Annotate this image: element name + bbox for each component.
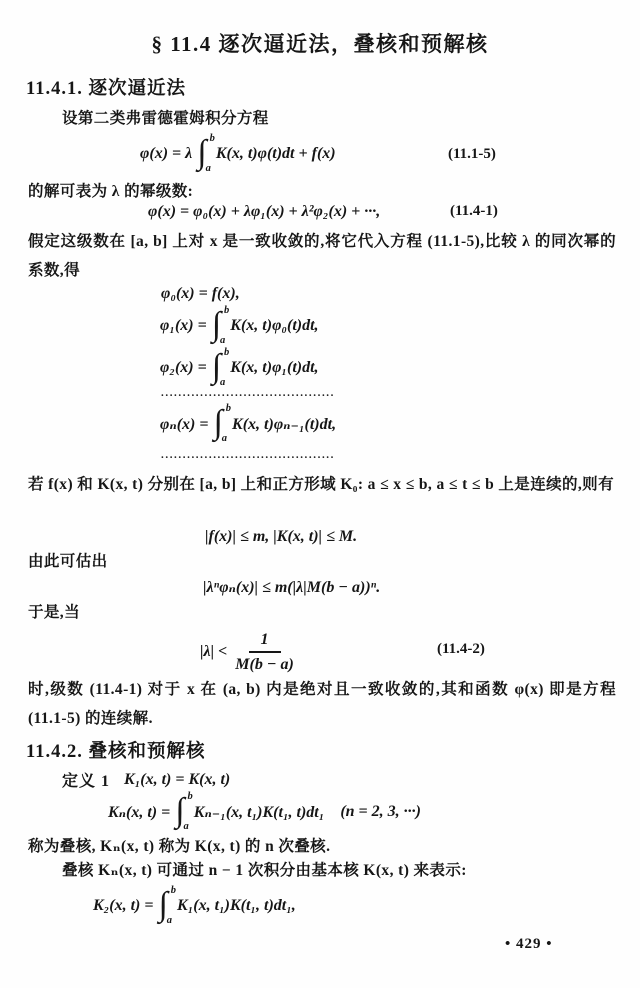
equation-rhs: K(x, t)φ(t)dt + f(x) <box>215 145 336 162</box>
integral-sign: ∫ b a <box>197 133 215 174</box>
equation-number-11-4-2: (11.4-2) <box>437 641 485 657</box>
integral-lower-limit: a <box>220 334 226 346</box>
integral-upper-limit: b <box>209 133 215 144</box>
equation-11-4-2: |λ| < $\frac{1}{M(b - a)}$ <box>200 630 294 673</box>
integral-sign: ∫ b a <box>175 791 193 832</box>
paragraph-intro: 设第二类弗雷德霍姆积分方程 <box>62 110 269 127</box>
paragraph-kernel-expression: 叠核 Kₙ(x, t) 可通过 n − 1 次积分由基本核 K(x, t) 来表示: <box>62 862 467 879</box>
equation-estimate: |λⁿφₙ(x)| ≤ m(|λ|M(b − a))ⁿ. <box>203 579 381 596</box>
paragraph-estimate: 由此可估出 <box>28 553 108 570</box>
integral-lower-limit: a <box>220 376 226 388</box>
integral-upper-limit: b <box>187 791 193 802</box>
ellipsis-row: ........................................ <box>161 387 335 399</box>
integral-upper-limit: b <box>224 305 230 316</box>
equation-number-11-4-1: (11.4-1) <box>450 203 498 219</box>
equation-phi2: φ₂(x) = ∫ b a K(x, t)φ₁(t)dt, <box>160 347 319 388</box>
integral-lower-limit: a <box>166 914 173 926</box>
equation-bounds: |f(x)| ≤ m, |K(x, t)| ≤ M. <box>205 528 358 545</box>
integral-sign: ∫ b a <box>158 885 177 926</box>
fraction-numerator: 1 <box>249 631 281 653</box>
equation-11-1-5 <box>140 132 336 176</box>
equation-phin: φₙ(x) = ∫ b a K(x, t)φₙ₋₁(t)dt, <box>160 403 337 444</box>
definition-label: 定义 1 <box>62 773 111 790</box>
equation-phi0: φ₀(x) = f(x), <box>161 285 240 302</box>
paragraph-continuity: 若 f(x) 和 K(x, t) 分别在 [a, b] 上和正方形域 K₀: a ≤ x ≤ b, a ≤ t ≤ b 上是连续的,则有 <box>28 476 614 493</box>
equation-kn: Kₙ(x, t) = ∫ b a Kₙ₋₁(x, t₁)K(t₁, t)dt₁ (n = 2, 3, ···) <box>108 791 421 832</box>
integral-lower-limit: a <box>183 820 189 832</box>
page-title: § 11.4 逐次逼近法，叠核和预解核 <box>151 32 489 56</box>
equation-11-4-1: φ(x) = φ₀(x) + λφ₁(x) + λ²φ₂(x) + ···, <box>148 203 381 220</box>
equation-kn-condition: (n = 2, 3, ···) <box>340 803 421 820</box>
definition-1 <box>62 768 230 791</box>
integral-lower-limit: a <box>221 432 228 444</box>
paragraph-series: 的解可表为 λ 的幂级数: <box>28 183 194 200</box>
equation-k2: K₂(x, t) = ∫ b a K₁(x, t₁)K(t₁, t)dt₁, <box>93 885 296 926</box>
integral-sign: ∫ b a <box>211 305 230 346</box>
integral-upper-limit: b <box>225 403 232 414</box>
integral-sign: ∫ b a <box>211 347 230 388</box>
definition-equation: K₁(x, t) = K(x, t) <box>124 770 231 788</box>
paragraph-iterated-kernel-name: 称为叠核, Kₙ(x, t) 称为 K(x, t) 的 n 次叠核. <box>28 838 331 855</box>
fraction-denominator: M(b − a) <box>235 655 294 673</box>
section-heading-11-4-1: 11.4.1. 逐次逼近法 <box>26 79 186 99</box>
paragraph-assume: 假定这级数在 [a, b] 上对 x 是一致收敛的,将它代入方程 (11.1-5),比较 λ 的同次幂的系数,得 <box>28 233 616 279</box>
paragraph-thus: 于是,当 <box>28 604 80 621</box>
fraction <box>235 631 294 673</box>
equation-phi1: φ₁(x) = ∫ b a K(x, t)φ₀(t)dt, <box>160 305 319 346</box>
equation-number-11-1-5: (11.1-5) <box>448 146 496 162</box>
section-heading-11-4-2: 11.4.2. 叠核和预解核 <box>26 742 206 762</box>
ellipsis-row: ........................................ <box>161 449 335 461</box>
page-number: • 429 • <box>505 936 553 952</box>
integral-upper-limit: b <box>170 885 177 896</box>
integral-lower-limit: a <box>205 162 211 174</box>
integral-upper-limit: b <box>224 347 230 358</box>
equation-lhs: φ(x) = λ <box>140 145 193 162</box>
paragraph-conclusion: 时,级数 (11.4-1) 对于 x 在 (a, b) 内是绝对且一致收敛的,其和函数 φ(x) 即是方程 (11.1-5) 的连续解. <box>28 681 616 727</box>
integral-sign: ∫ b a <box>213 403 232 444</box>
